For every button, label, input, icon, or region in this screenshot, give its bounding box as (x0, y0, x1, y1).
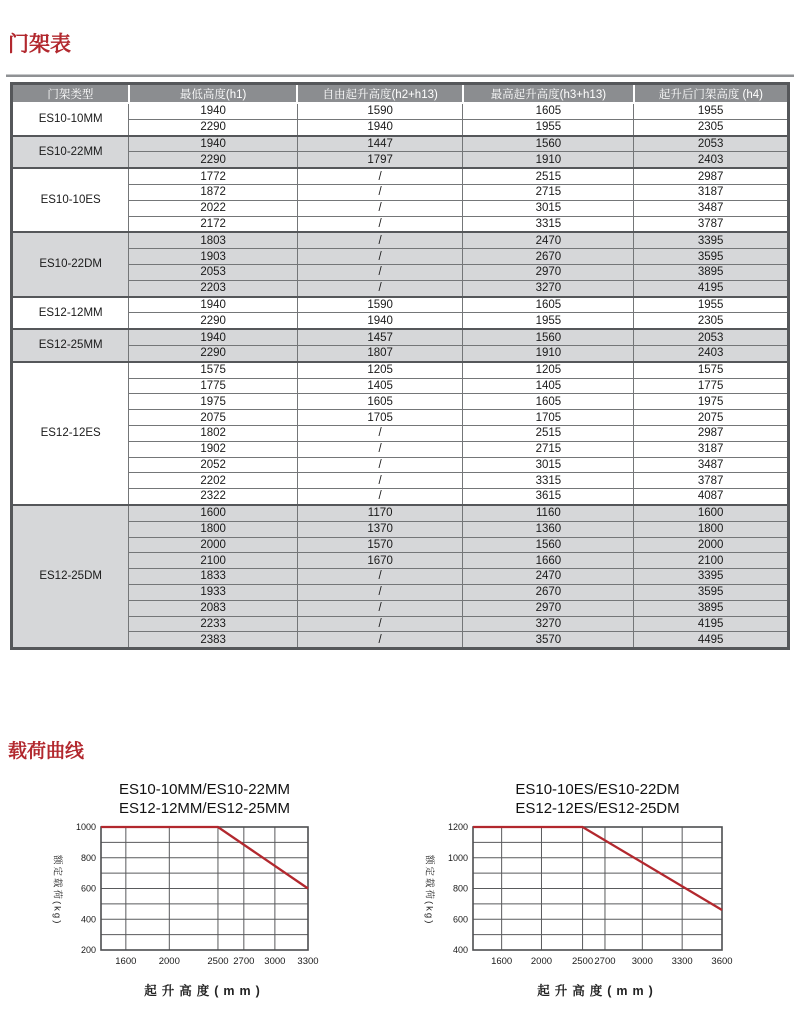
value-cell: 1205 (297, 362, 463, 378)
value-cell: 1775 (129, 378, 298, 394)
load-chart-es-dm-models (424, 780, 740, 999)
mast-type-cell: ES12-25MM (12, 329, 129, 362)
value-cell: 1590 (297, 103, 463, 119)
value-cell: 1660 (463, 553, 634, 569)
value-cell: 2470 (463, 569, 634, 585)
svg-text:3000: 3000 (631, 956, 653, 968)
value-cell: 1940 (297, 119, 463, 135)
value-cell: 2233 (129, 616, 298, 632)
value-cell: 3787 (634, 216, 789, 232)
column-header-free-lift: 自由起升高度(h2+h13) (297, 84, 463, 104)
value-cell: 1560 (463, 329, 634, 345)
table-row (12, 473, 789, 489)
value-cell: 3187 (634, 184, 789, 200)
value-cell: 1605 (463, 394, 634, 410)
value-cell: 2053 (634, 136, 789, 152)
value-cell: 1705 (463, 410, 634, 426)
value-cell: 1447 (297, 136, 463, 152)
value-cell: / (297, 200, 463, 216)
mast-type-cell: ES10-10ES (12, 168, 129, 232)
value-cell: 3487 (634, 457, 789, 473)
value-cell: 2172 (129, 216, 298, 232)
section-title-load-curves: 载荷曲线 (8, 741, 85, 762)
table-row (12, 425, 789, 441)
value-cell: 1405 (463, 378, 634, 394)
svg-text:2500: 2500 (571, 956, 594, 968)
value-cell: 2970 (463, 600, 634, 616)
mast-type-cell: ES12-25DM (12, 505, 129, 649)
value-cell: 1940 (129, 329, 298, 345)
chart-title-line2: ES12-12ES/ES12-25DM (515, 800, 680, 818)
value-cell: 3615 (463, 489, 634, 505)
svg-text:200: 200 (80, 945, 96, 956)
value-cell: 1940 (129, 136, 298, 152)
value-cell: 1772 (129, 168, 298, 184)
value-cell: 1605 (463, 103, 634, 119)
value-cell: 3895 (634, 600, 789, 616)
value-cell: 1600 (634, 505, 789, 521)
svg-text:400: 400 (80, 914, 96, 925)
value-cell: 3270 (463, 280, 634, 296)
table-row (12, 329, 789, 345)
value-cell: 2203 (129, 280, 298, 296)
x-axis-label: 起升高度(mm) (537, 984, 658, 999)
value-cell: 2715 (463, 441, 634, 457)
value-cell: 1590 (297, 297, 463, 313)
chart-title-line2: ES12-12MM/ES12-25MM (119, 800, 290, 818)
value-cell: 3395 (634, 232, 789, 248)
y-axis-label: 额定载荷(kg) (423, 855, 435, 926)
value-cell: 1802 (129, 425, 298, 441)
value-cell: 2053 (634, 329, 789, 345)
value-cell: 1833 (129, 569, 298, 585)
value-cell: 2403 (634, 152, 789, 168)
value-cell: 1575 (129, 362, 298, 378)
value-cell: 2305 (634, 313, 789, 329)
value-cell: 1940 (129, 103, 298, 119)
table-row (12, 216, 789, 232)
mast-table-wrapper (10, 82, 790, 650)
value-cell: / (297, 232, 463, 248)
x-tick-labels (115, 956, 318, 967)
value-cell: 2670 (463, 584, 634, 600)
value-cell: / (297, 216, 463, 232)
value-cell: 1797 (297, 152, 463, 168)
value-cell: 1910 (463, 152, 634, 168)
svg-text:3000: 3000 (264, 956, 286, 968)
svg-text:1600: 1600 (491, 956, 513, 968)
value-cell: 1903 (129, 249, 298, 265)
value-cell: 1933 (129, 584, 298, 600)
value-cell: 2083 (129, 600, 298, 616)
value-cell: 1955 (634, 297, 789, 313)
svg-text:2000: 2000 (530, 956, 553, 968)
table-row (12, 489, 789, 505)
table-row (12, 632, 789, 649)
value-cell: 2383 (129, 632, 298, 649)
value-cell: 3395 (634, 569, 789, 585)
value-cell: 2290 (129, 345, 298, 361)
value-cell: 3015 (463, 457, 634, 473)
table-row (12, 410, 789, 426)
x-tick-labels (491, 956, 733, 967)
column-header-extended-height: 起升后门架高度 (h4) (634, 84, 789, 104)
table-row (12, 521, 789, 537)
value-cell: 2100 (129, 553, 298, 569)
svg-text:600: 600 (452, 914, 468, 925)
value-cell: 2000 (129, 537, 298, 553)
value-cell: / (297, 425, 463, 441)
value-cell: 2290 (129, 313, 298, 329)
value-cell: / (297, 616, 463, 632)
grid-lines (101, 827, 308, 950)
value-cell: 3270 (463, 616, 634, 632)
y-tick-labels (76, 822, 96, 955)
value-cell: 1405 (297, 378, 463, 394)
svg-text:800: 800 (452, 883, 468, 894)
value-cell: 2470 (463, 232, 634, 248)
divider-rule (6, 74, 794, 77)
table-row (12, 600, 789, 616)
value-cell: / (297, 441, 463, 457)
table-row (12, 200, 789, 216)
table-row (12, 232, 789, 248)
value-cell: 3895 (634, 264, 789, 280)
value-cell: / (297, 249, 463, 265)
value-cell: 4495 (634, 632, 789, 649)
svg-text:3600: 3600 (711, 956, 733, 968)
chart-body (52, 821, 342, 976)
table-row (12, 441, 789, 457)
chart-title (101, 780, 308, 818)
x-axis-label: 起升高度(mm) (144, 984, 265, 999)
value-cell: 2100 (634, 553, 789, 569)
value-cell: 2715 (463, 184, 634, 200)
value-cell: 2290 (129, 152, 298, 168)
value-cell: / (297, 184, 463, 200)
value-cell: 2970 (463, 264, 634, 280)
value-cell: / (297, 457, 463, 473)
mast-type-cell: ES12-12MM (12, 297, 129, 330)
chart-title-line1: ES10-10ES/ES10-22DM (515, 781, 680, 798)
svg-text:2500: 2500 (207, 956, 229, 968)
value-cell: 3187 (634, 441, 789, 457)
page-title-mast-table: 门架表 (8, 33, 71, 56)
svg-text:1200: 1200 (447, 822, 468, 833)
chart-title (473, 780, 722, 818)
table-row (12, 136, 789, 152)
chart-title-line1: ES10-10MM/ES10-22MM (119, 781, 290, 798)
value-cell: 1955 (463, 119, 634, 135)
value-cell: 1370 (297, 521, 463, 537)
value-cell: 3595 (634, 584, 789, 600)
value-cell: 1803 (129, 232, 298, 248)
value-cell: 2322 (129, 489, 298, 505)
value-cell: / (297, 632, 463, 649)
value-cell: 1570 (297, 537, 463, 553)
mast-type-cell: ES10-22DM (12, 232, 129, 296)
table-row (12, 297, 789, 313)
y-axis-label: 额定载荷(kg) (51, 855, 63, 926)
mast-type-cell: ES10-10MM (12, 103, 129, 136)
plot-svg (437, 821, 736, 976)
value-cell: / (297, 569, 463, 585)
value-cell: 1205 (463, 362, 634, 378)
svg-text:1000: 1000 (75, 822, 96, 833)
table-row (12, 537, 789, 553)
value-cell: 1600 (129, 505, 298, 521)
svg-text:2700: 2700 (594, 956, 616, 968)
value-cell: 1800 (634, 521, 789, 537)
value-cell: 2075 (129, 410, 298, 426)
value-cell: 2305 (634, 119, 789, 135)
value-cell: 1775 (634, 378, 789, 394)
value-cell: 1940 (129, 297, 298, 313)
value-cell: 1902 (129, 441, 298, 457)
svg-text:400: 400 (452, 945, 468, 956)
value-cell: / (297, 168, 463, 184)
value-cell: 2000 (634, 537, 789, 553)
load-chart-mm-models (52, 780, 342, 999)
value-cell: 1955 (634, 103, 789, 119)
table-row (12, 362, 789, 378)
value-cell: 1170 (297, 505, 463, 521)
value-cell: 3487 (634, 200, 789, 216)
value-cell: 4195 (634, 280, 789, 296)
table-row (12, 569, 789, 585)
value-cell: 2202 (129, 473, 298, 489)
value-cell: 1670 (297, 553, 463, 569)
value-cell: 2403 (634, 345, 789, 361)
value-cell: 1910 (463, 345, 634, 361)
value-cell: 1160 (463, 505, 634, 521)
value-cell: 1457 (297, 329, 463, 345)
value-cell: 1872 (129, 184, 298, 200)
value-cell: 1940 (297, 313, 463, 329)
value-cell: 3787 (634, 473, 789, 489)
value-cell: 1560 (463, 537, 634, 553)
svg-text:800: 800 (80, 853, 96, 864)
table-row (12, 345, 789, 361)
table-row (12, 264, 789, 280)
value-cell: 2022 (129, 200, 298, 216)
svg-text:2700: 2700 (233, 956, 255, 968)
table-row (12, 103, 789, 119)
table-row (12, 119, 789, 135)
table-row (12, 184, 789, 200)
svg-text:600: 600 (80, 883, 96, 894)
mast-type-cell: ES12-12ES (12, 362, 129, 505)
value-cell: 2987 (634, 168, 789, 184)
table-row (12, 505, 789, 521)
value-cell: 4087 (634, 489, 789, 505)
mast-table-body (12, 103, 789, 649)
svg-text:1600: 1600 (115, 956, 137, 968)
table-row (12, 249, 789, 265)
value-cell: 3570 (463, 632, 634, 649)
value-cell: 1800 (129, 521, 298, 537)
value-cell: 2515 (463, 425, 634, 441)
column-header-max-lift: 最高起升高度(h3+h13) (463, 84, 634, 104)
table-row (12, 378, 789, 394)
svg-text:1000: 1000 (447, 853, 468, 864)
table-header-row (12, 84, 789, 104)
value-cell: 2075 (634, 410, 789, 426)
value-cell: 2053 (129, 264, 298, 280)
value-cell: / (297, 489, 463, 505)
value-cell: 2670 (463, 249, 634, 265)
mast-type-cell: ES10-22MM (12, 136, 129, 169)
value-cell: 4195 (634, 616, 789, 632)
y-tick-labels (448, 822, 468, 955)
value-cell: 2052 (129, 457, 298, 473)
table-row (12, 616, 789, 632)
value-cell: 1560 (463, 136, 634, 152)
value-cell: / (297, 600, 463, 616)
value-cell: 3315 (463, 216, 634, 232)
svg-text:2000: 2000 (158, 956, 180, 968)
table-row (12, 280, 789, 296)
table-row (12, 168, 789, 184)
value-cell: 3595 (634, 249, 789, 265)
column-header-min-height: 最低高度(h1) (129, 84, 298, 104)
table-row (12, 584, 789, 600)
value-cell: 1605 (297, 394, 463, 410)
value-cell: 1360 (463, 521, 634, 537)
load-curve-line (473, 827, 722, 910)
plot-svg (65, 821, 322, 976)
table-row (12, 457, 789, 473)
value-cell: / (297, 584, 463, 600)
value-cell: 2987 (634, 425, 789, 441)
value-cell: 1705 (297, 410, 463, 426)
value-cell: 1975 (129, 394, 298, 410)
value-cell: 1575 (634, 362, 789, 378)
table-row (12, 394, 789, 410)
value-cell: / (297, 473, 463, 489)
value-cell: 1955 (463, 313, 634, 329)
value-cell: 2515 (463, 168, 634, 184)
column-header-mast-type: 门架类型 (12, 84, 129, 104)
value-cell: 3015 (463, 200, 634, 216)
svg-text:3300: 3300 (297, 956, 319, 968)
table-row (12, 553, 789, 569)
value-cell: 1975 (634, 394, 789, 410)
value-cell: 3315 (463, 473, 634, 489)
mast-table (10, 82, 790, 650)
table-row (12, 152, 789, 168)
value-cell: / (297, 264, 463, 280)
value-cell: / (297, 280, 463, 296)
value-cell: 2290 (129, 119, 298, 135)
value-cell: 1605 (463, 297, 634, 313)
value-cell: 1807 (297, 345, 463, 361)
svg-text:3300: 3300 (671, 956, 693, 968)
chart-body (424, 821, 740, 976)
table-row (12, 313, 789, 329)
